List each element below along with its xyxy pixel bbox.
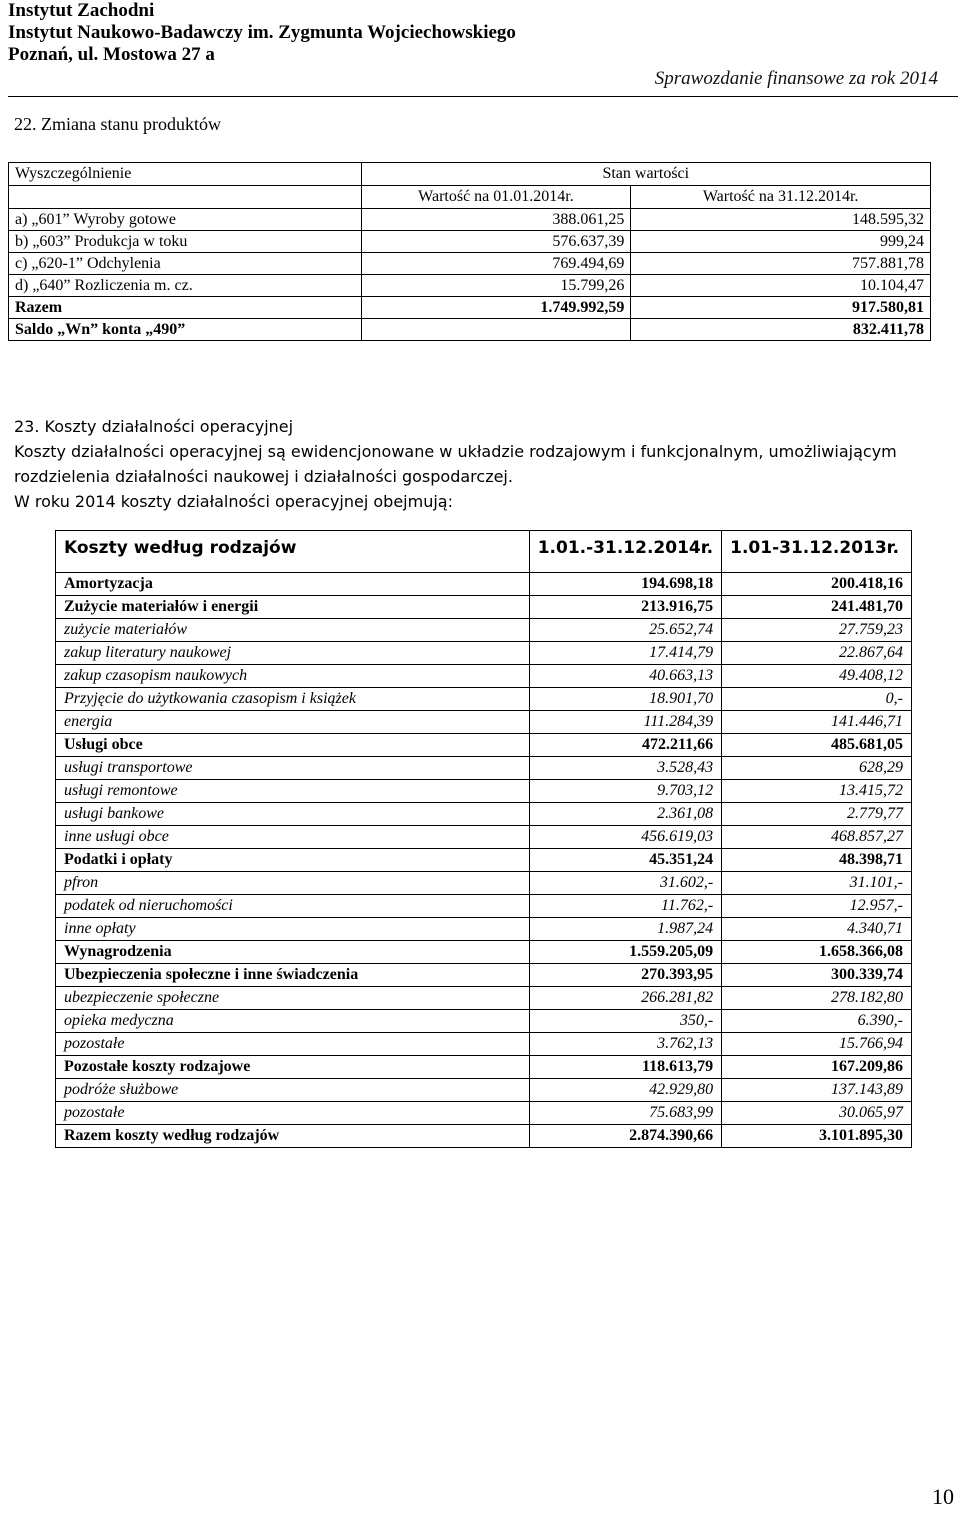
cell-v2014: 18.901,70 <box>529 688 721 711</box>
cell-v2014: 25.652,74 <box>529 619 721 642</box>
cell-v2014: 40.663,13 <box>529 665 721 688</box>
table-row <box>9 209 931 231</box>
table-row <box>56 964 912 987</box>
table-row <box>56 1010 912 1033</box>
section-23-description: Koszty działalności operacyjnej są ewidencjonowane w układzie rodzajowym i funkcjonalnym, umożliwiającym rozdzielenia działalności naukowej i działalności gospodarczej. <box>14 442 897 486</box>
cell-label: Usługi obce <box>56 734 530 757</box>
cell-label: c) „620-1” Odchylenia <box>9 253 362 275</box>
table-row <box>56 734 912 757</box>
section-23-title: 23. Koszty działalności operacyjnej <box>14 417 294 436</box>
cell-label: opieka medyczna <box>56 1010 530 1033</box>
table-row <box>56 642 912 665</box>
cell-v2014: 266.281,82 <box>529 987 721 1010</box>
cell-v2013: 485.681,05 <box>722 734 912 757</box>
cell-v2013: 48.398,71 <box>722 849 912 872</box>
table-row <box>56 803 912 826</box>
cell-start <box>361 319 631 341</box>
cell-label: Ubezpieczenia społeczne i inne świadczenia <box>56 964 530 987</box>
section-22-title: 22. Zmiana stanu produktów <box>14 114 221 134</box>
cell-v2014: 213.916,75 <box>529 596 721 619</box>
column-header-2013: 1.01-31.12.2013r. <box>722 531 912 573</box>
cell-v2014: 118.613,79 <box>529 1056 721 1079</box>
cell-v2014: 472.211,66 <box>529 734 721 757</box>
table-row <box>56 941 912 964</box>
table-row <box>56 826 912 849</box>
product-stock-change-table <box>8 162 931 341</box>
cell-label: inne opłaty <box>56 918 530 941</box>
cell-v2014: 45.351,24 <box>529 849 721 872</box>
table-row <box>56 849 912 872</box>
cell-label: Razem koszty według rodzajów <box>56 1125 530 1148</box>
header-divider <box>8 96 958 97</box>
cell-end: 832.411,78 <box>631 319 931 341</box>
cell-label: b) „603” Produkcja w toku <box>9 231 362 253</box>
table-row <box>56 895 912 918</box>
cell-start: 388.061,25 <box>361 209 631 231</box>
cell-v2014: 456.619,03 <box>529 826 721 849</box>
cell-v2013: 468.857,27 <box>722 826 912 849</box>
cell-end: 148.595,32 <box>631 209 931 231</box>
table-row <box>56 918 912 941</box>
cell-v2013: 628,29 <box>722 757 912 780</box>
table-row <box>56 665 912 688</box>
cell-v2014: 42.929,80 <box>529 1079 721 1102</box>
cell-label: zakup literatury naukowej <box>56 642 530 665</box>
cell-start: 576.637,39 <box>361 231 631 253</box>
cell-end: 917.580,81 <box>631 297 931 319</box>
cell-label: Przyjęcie do użytkowania czasopism i książek <box>56 688 530 711</box>
empty-header-cell <box>9 186 362 209</box>
cell-label: usługi transportowe <box>56 757 530 780</box>
cell-v2013: 3.101.895,30 <box>722 1125 912 1148</box>
cell-v2013: 141.446,71 <box>722 711 912 734</box>
cell-end: 757.881,78 <box>631 253 931 275</box>
cell-start: 15.799,26 <box>361 275 631 297</box>
table-row <box>56 619 912 642</box>
table-row <box>56 872 912 895</box>
cell-label: usługi remontowe <box>56 780 530 803</box>
cell-end: 10.104,47 <box>631 275 931 297</box>
table-row <box>56 573 912 596</box>
cell-v2014: 3.762,13 <box>529 1033 721 1056</box>
cell-label: podatek od nieruchomości <box>56 895 530 918</box>
cell-v2013: 31.101,- <box>722 872 912 895</box>
table-row <box>56 987 912 1010</box>
table-row <box>56 1125 912 1148</box>
cell-label: Amortyzacja <box>56 573 530 596</box>
cell-label: usługi bankowe <box>56 803 530 826</box>
cell-label: zużycie materiałów <box>56 619 530 642</box>
column-header-cost-type: Koszty według rodzajów <box>56 531 530 573</box>
cell-v2013: 300.339,74 <box>722 964 912 987</box>
page-number: 10 <box>932 1484 954 1509</box>
operating-costs-table <box>55 530 912 1148</box>
table-row <box>56 1033 912 1056</box>
cell-v2013: 137.143,89 <box>722 1079 912 1102</box>
cell-v2013: 278.182,80 <box>722 987 912 1010</box>
cell-v2014: 3.528,43 <box>529 757 721 780</box>
table-row <box>56 1079 912 1102</box>
cell-v2013: 30.065,97 <box>722 1102 912 1125</box>
table-row <box>9 275 931 297</box>
column-header-end: Wartość na 31.12.2014r. <box>631 186 931 209</box>
column-header-2014: 1.01.-31.12.2014r. <box>529 531 721 573</box>
cell-end: 999,24 <box>631 231 931 253</box>
cell-v2014: 194.698,18 <box>529 573 721 596</box>
table-row <box>9 297 931 319</box>
cell-label: Zużycie materiałów i energii <box>56 596 530 619</box>
cell-v2013: 27.759,23 <box>722 619 912 642</box>
institute-address: Poznań, ul. Mostowa 27 a <box>8 44 215 65</box>
cell-label: energia <box>56 711 530 734</box>
cell-v2013: 22.867,64 <box>722 642 912 665</box>
cell-label: d) „640” Rozliczenia m. cz. <box>9 275 362 297</box>
cell-label: pozostałe <box>56 1033 530 1056</box>
cell-v2013: 241.481,70 <box>722 596 912 619</box>
cell-start: 1.749.992,59 <box>361 297 631 319</box>
cell-label: Saldo „Wn” konta „490” <box>9 319 362 341</box>
cell-label: Pozostałe koszty rodzajowe <box>56 1056 530 1079</box>
cell-v2013: 167.209,86 <box>722 1056 912 1079</box>
institute-name: Instytut Zachodni <box>8 0 155 21</box>
cell-v2014: 75.683,99 <box>529 1102 721 1125</box>
cell-v2014: 2.874.390,66 <box>529 1125 721 1148</box>
cell-label: zakup czasopism naukowych <box>56 665 530 688</box>
table-row <box>56 1102 912 1125</box>
cell-v2013: 4.340,71 <box>722 918 912 941</box>
cell-v2013: 15.766,94 <box>722 1033 912 1056</box>
cell-label: pfron <box>56 872 530 895</box>
cell-label: a) „601” Wyroby gotowe <box>9 209 362 231</box>
cell-v2014: 2.361,08 <box>529 803 721 826</box>
cell-v2014: 17.414,79 <box>529 642 721 665</box>
cell-v2013: 6.390,- <box>722 1010 912 1033</box>
table-row <box>56 711 912 734</box>
cell-v2013: 0,- <box>722 688 912 711</box>
cell-v2013: 1.658.366,08 <box>722 941 912 964</box>
cell-v2014: 270.393,95 <box>529 964 721 987</box>
cell-v2013: 200.418,16 <box>722 573 912 596</box>
cell-v2013: 12.957,- <box>722 895 912 918</box>
cell-v2013: 2.779,77 <box>722 803 912 826</box>
cell-label: inne usługi obce <box>56 826 530 849</box>
table-row <box>9 231 931 253</box>
institute-full-name: Instytut Naukowo-Badawczy im. Zygmunta Wojciechowskiego <box>8 22 516 43</box>
cell-v2014: 31.602,- <box>529 872 721 895</box>
table-row <box>56 1056 912 1079</box>
cell-label: ubezpieczenie społeczne <box>56 987 530 1010</box>
table-row <box>9 319 931 341</box>
table-row <box>56 596 912 619</box>
column-header-item: Wyszczególnienie <box>9 163 362 186</box>
cell-v2014: 1.987,24 <box>529 918 721 941</box>
column-header-value-group: Stan wartości <box>361 163 930 186</box>
cell-v2013: 49.408,12 <box>722 665 912 688</box>
cell-v2014: 350,- <box>529 1010 721 1033</box>
cell-v2014: 111.284,39 <box>529 711 721 734</box>
cell-v2014: 1.559.205,09 <box>529 941 721 964</box>
table-row <box>9 253 931 275</box>
cell-label: Podatki i opłaty <box>56 849 530 872</box>
cell-v2014: 11.762,- <box>529 895 721 918</box>
table-row <box>56 757 912 780</box>
report-title: Sprawozdanie finansowe za rok 2014 <box>654 68 938 89</box>
section-23-intro: W roku 2014 koszty działalności operacyjnej obejmują: <box>14 492 453 511</box>
table-row <box>56 780 912 803</box>
cell-label: pozostałe <box>56 1102 530 1125</box>
cell-v2014: 9.703,12 <box>529 780 721 803</box>
cell-v2013: 13.415,72 <box>722 780 912 803</box>
cell-start: 769.494,69 <box>361 253 631 275</box>
cell-label: Razem <box>9 297 362 319</box>
column-header-start: Wartość na 01.01.2014r. <box>361 186 631 209</box>
cell-label: Wynagrodzenia <box>56 941 530 964</box>
table-row <box>56 688 912 711</box>
cell-label: podróże służbowe <box>56 1079 530 1102</box>
